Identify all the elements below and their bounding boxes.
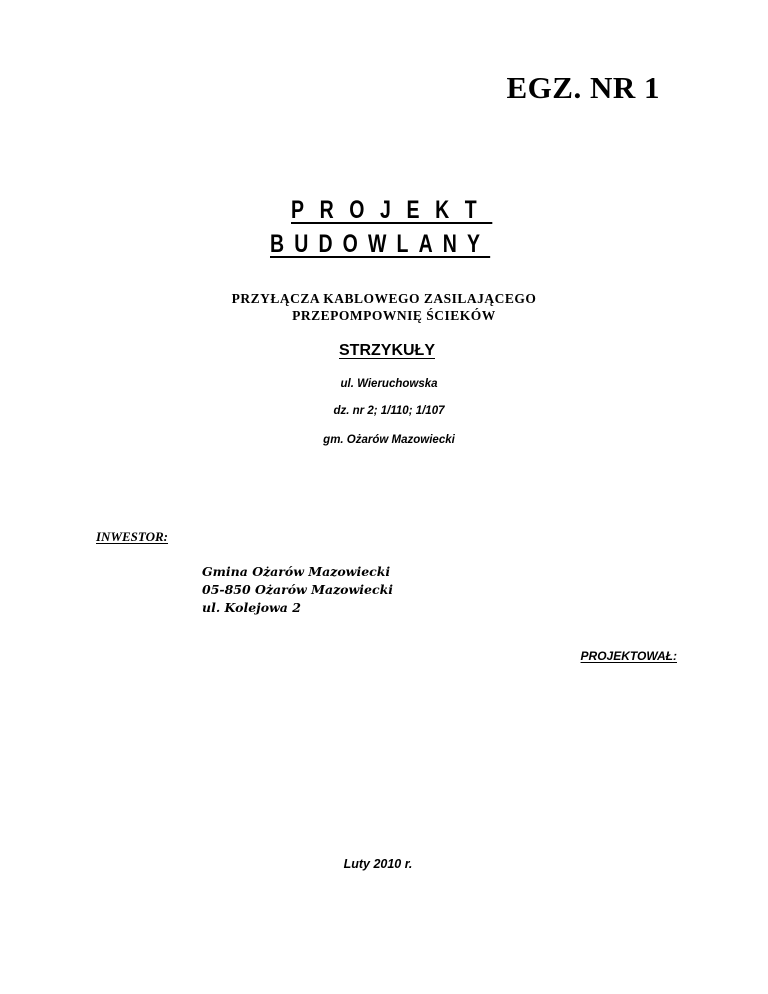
investor-name: Gmina Ożarów Mazowiecki [202,564,391,579]
designer-label: PROJEKTOWAŁ: [580,649,677,663]
location-street: ul. Wieruchowska [340,378,438,390]
subject-line-1: PRZYŁĄCZA KABLOWEGO ZASILAJĄCEGO [231,291,537,306]
location-name: STRZYKUŁY [339,342,435,359]
location-commune: gm. Ożarów Mazowiecki [323,434,455,446]
subject-line-2: PRZEPOMPOWNIĘ ŚCIEKÓW [292,308,496,323]
investor-postal: 05-850 Ożarów Mazowiecki [202,582,394,597]
investor-address [202,563,393,617]
document-title [270,193,500,261]
project-subject [0,290,768,324]
title-line-2: BUDOWLANY [270,230,491,258]
investor-label: INWESTOR: [96,529,169,544]
location-plots: dz. nr 2; 1/110; 1/107 [333,405,445,417]
copy-number: EGZ. NR 1 [506,70,660,105]
title-line-1: PROJEKT [291,196,493,224]
investor-street: ul. Kolejowa 2 [202,600,301,615]
document-date: Luty 2010 r. [343,857,413,871]
